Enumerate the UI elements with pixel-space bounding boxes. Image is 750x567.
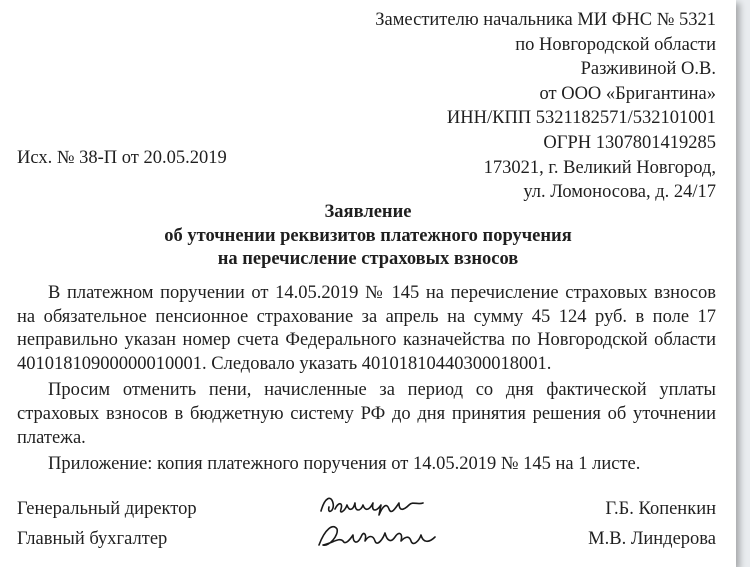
title-line: об уточнении реквизитов платежного поручения xyxy=(164,225,572,246)
signer-name: Г.Б. Копенкин xyxy=(605,499,716,519)
director-signature xyxy=(317,489,427,523)
accountant-signature xyxy=(313,519,443,553)
signature-row-accountant xyxy=(17,529,716,555)
title-line: на перечисление страховых взносов xyxy=(217,249,519,269)
body-paragraph: Просим отменить пени, начисленные за период со дня фактической уплаты страховых взносов в бюджетную систему РФ до дня принятия решения об уточнении платежа. xyxy=(17,380,716,448)
addressee-line: по Новгородской области xyxy=(515,34,716,55)
sender-line: 173021, г. Великий Новгород, xyxy=(483,157,716,178)
addressee-block xyxy=(375,8,716,205)
signer-name: М.В. Линдерова xyxy=(588,529,716,549)
addressee-line: Разживиной О.В. xyxy=(580,59,716,80)
addressee-line: Заместителю начальника МИ ФНС № 5321 xyxy=(375,10,716,30)
sender-line: ИНН/КПП 5321182571/532101001 xyxy=(446,108,716,129)
title-line: Заявление xyxy=(324,202,412,222)
signer-role: Генеральный директор xyxy=(17,499,197,519)
signer-role: Главный бухгалтер xyxy=(17,529,168,549)
document-body xyxy=(17,282,716,480)
document-title xyxy=(0,201,736,272)
attachment-note: Приложение: копия платежного поручения от 14.05.2019 № 145 на 1 листе. xyxy=(48,454,641,475)
sender-line: ул. Ломоносова, д. 24/17 xyxy=(523,182,716,203)
sender-line: от ООО «Бригантина» xyxy=(539,83,716,104)
body-paragraph: В платежном поручении от 14.05.2019 № 145 на перечисление страховых взносов на обязательное пенсионное страхование за апрель на сумму 45 124 руб. в поле 17 неправильно указан номер счета Федерального казначейства по Новгородской области 40101810900000010001. Следовало указать 40101810440300018001. xyxy=(17,283,716,374)
outgoing-reference: Исх. № 38-П от 20.05.2019 xyxy=(17,148,227,168)
sender-line: ОГРН 1307801419285 xyxy=(543,132,716,153)
